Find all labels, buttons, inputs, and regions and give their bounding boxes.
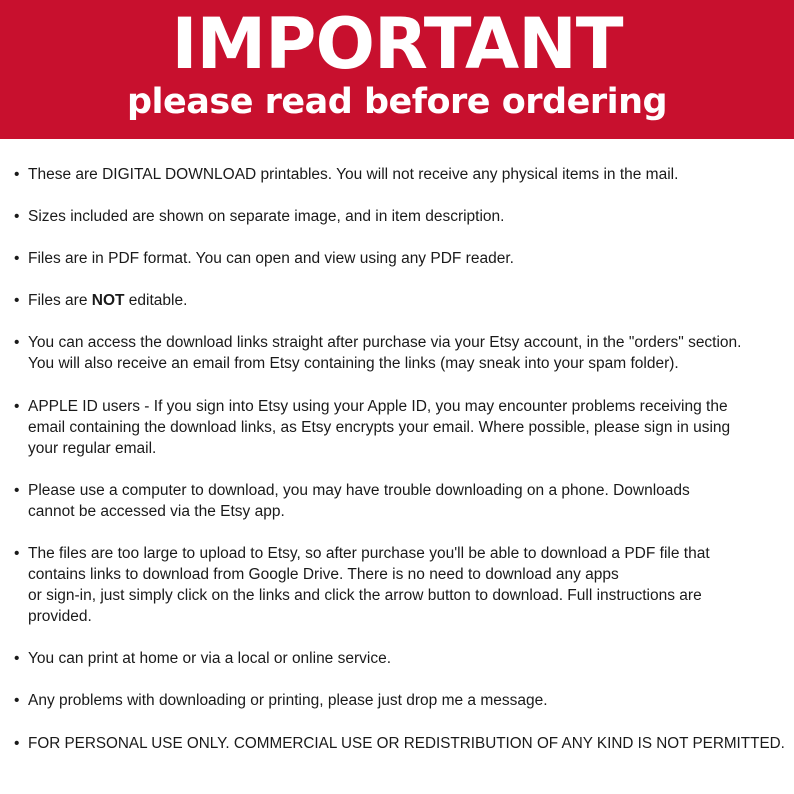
list-item bbox=[14, 206, 784, 227]
list-item bbox=[14, 690, 784, 711]
bullet-dot: • bbox=[14, 692, 20, 709]
list-item-text: You can print at home or via a local or online service. bbox=[28, 650, 392, 667]
list-item-text: Any problems with downloading or printing, please just drop me a message. bbox=[28, 692, 548, 709]
list-item-text: Please use a computer to download, you may have trouble downloading on a phone. Downloads bbox=[28, 482, 690, 499]
list-item-text bbox=[28, 290, 784, 311]
list-item-text: cannot be accessed via the Etsy app. bbox=[28, 503, 285, 520]
list-item-text: email containing the download links, as Etsy encrypts your email. Where possible, please sign in using bbox=[28, 419, 731, 436]
list-item-text: You will also receive an email from Etsy containing the links (may sneak into your spam folder). bbox=[28, 355, 679, 372]
text-segment: editable. bbox=[124, 292, 188, 309]
list-item bbox=[14, 396, 784, 459]
list-item-text: APPLE ID users - If you sign into Etsy using your Apple ID, you may encounter problems receiving the bbox=[28, 398, 728, 415]
bullet-dot: • bbox=[14, 650, 20, 667]
bullet-dot: • bbox=[14, 545, 20, 562]
bullet-dot: • bbox=[14, 208, 20, 225]
list-item bbox=[14, 290, 784, 311]
list-item-text: contains links to download from Google Drive. There is no need to download any apps bbox=[28, 566, 619, 583]
list-item-text: provided. bbox=[28, 608, 92, 625]
list-item bbox=[14, 543, 784, 627]
bullet-dot: • bbox=[14, 482, 20, 499]
bullet-dot: • bbox=[14, 292, 20, 309]
bullet-dot: • bbox=[14, 398, 20, 415]
list-item bbox=[14, 648, 784, 669]
list-item-text: You can access the download links straight after purchase via your Etsy account, in the "orders" section. bbox=[28, 334, 742, 351]
list-item-text: your regular email. bbox=[28, 440, 157, 457]
list-item bbox=[14, 164, 784, 185]
list-item-text: The files are too large to upload to Etsy, so after purchase you'll be able to download a PDF file that bbox=[28, 545, 710, 562]
text-segment: Files are bbox=[28, 292, 92, 309]
list-item-text: FOR PERSONAL USE ONLY. COMMERCIAL USE OR REDISTRIBUTION OF ANY KIND IS NOT PERMITTED. bbox=[28, 735, 785, 752]
list-item-text: or sign-in, just simply click on the links and click the arrow button to download. Full instructions are bbox=[28, 587, 702, 604]
banner-title: IMPORTANT bbox=[171, 3, 623, 85]
bullet-dot: • bbox=[14, 166, 20, 183]
list-item bbox=[14, 248, 784, 269]
list-item-text: These are DIGITAL DOWNLOAD printables. You will not receive any physical items in the mail. bbox=[28, 166, 679, 183]
list-item bbox=[14, 733, 784, 754]
bullet-dot: • bbox=[14, 735, 20, 752]
banner-subtitle: please read before ordering bbox=[126, 82, 668, 122]
list-item-text: Files are in PDF format. You can open and view using any PDF reader. bbox=[28, 250, 514, 267]
list-item bbox=[14, 480, 784, 522]
bullet-dot: • bbox=[14, 334, 20, 351]
bullet-dot: • bbox=[14, 250, 20, 267]
list-item-text: Sizes included are shown on separate image, and in item description. bbox=[28, 208, 505, 225]
emphasis-not: NOT bbox=[91, 292, 125, 309]
list-item bbox=[14, 332, 784, 374]
